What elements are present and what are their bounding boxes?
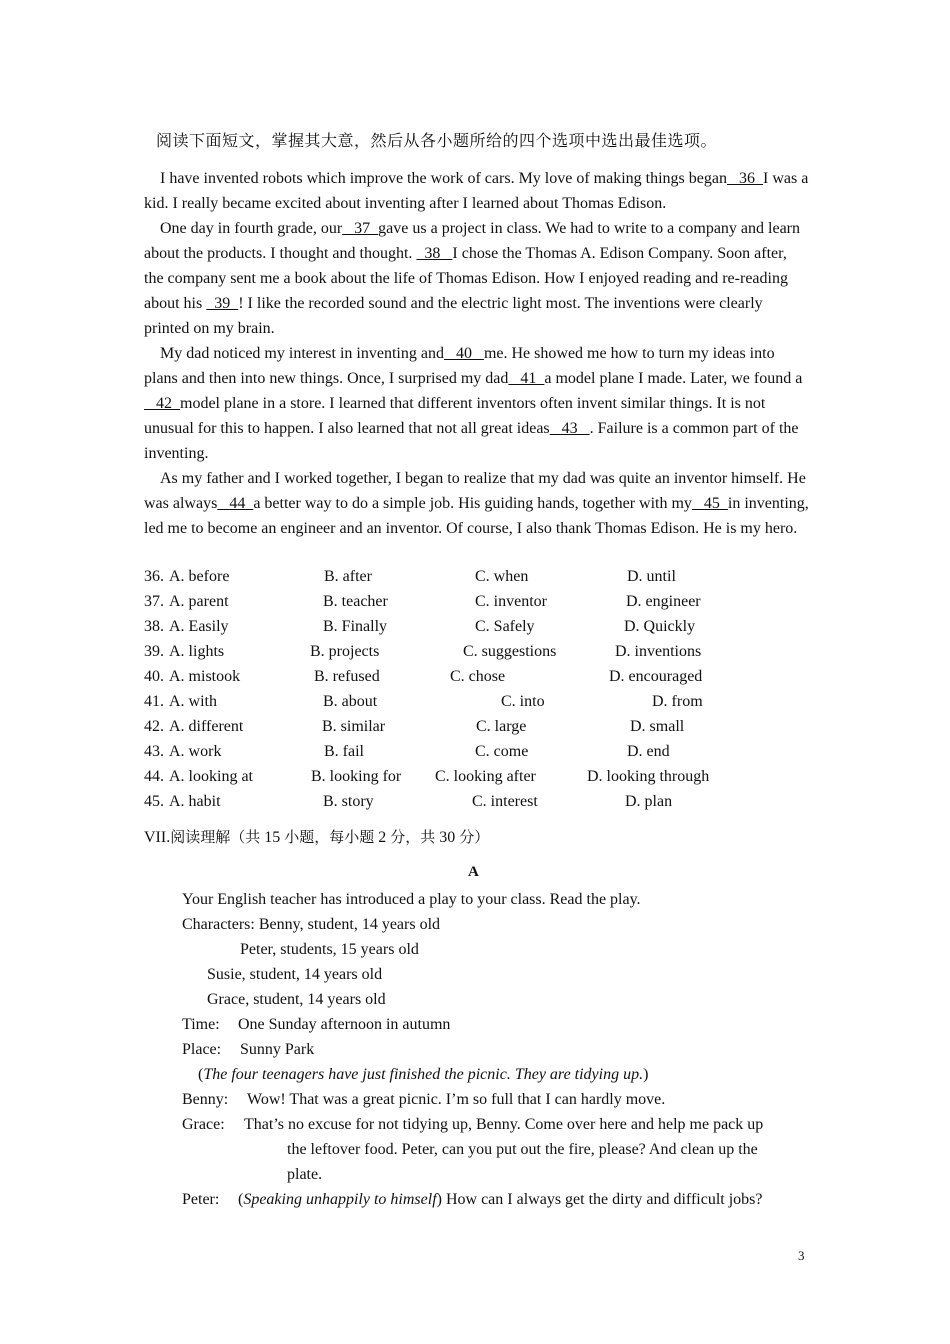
peter-line: How can I always get the dirty and difficult jobs? bbox=[445, 1191, 763, 1208]
blank-37: 37 bbox=[342, 220, 379, 237]
peter-stage-italic: Speaking unhappily to himself bbox=[243, 1191, 437, 1208]
stage-direction bbox=[182, 1062, 812, 1087]
section-score: 2 bbox=[374, 829, 391, 846]
place-label: Place: bbox=[182, 1041, 222, 1058]
option-c: C. chose bbox=[450, 668, 506, 685]
grace-line-3: plate. bbox=[287, 1166, 323, 1183]
section-title-mid2: 分，共 bbox=[390, 828, 436, 846]
question-number: 39. bbox=[144, 643, 164, 660]
blank-36: 36 bbox=[726, 170, 763, 187]
grace-line-2: the leftover food. Peter, can you put out the fire, please? And clean up the bbox=[287, 1141, 758, 1158]
option-a: A. parent bbox=[169, 593, 229, 610]
passage-text: As my father and I worked together, I began to realize that my dad was quite an inventor himself. He was always bbox=[144, 470, 806, 512]
time-value: One Sunday afternoon in autumn bbox=[238, 1016, 451, 1033]
part-label: A bbox=[468, 864, 479, 880]
blank-40: 40 bbox=[443, 345, 484, 362]
passage-text: in inventing, led me to become an engineer and an inventor. Of course, I also thank Thomas Edison. He is my hero. bbox=[144, 495, 809, 537]
option-b: B. projects bbox=[310, 643, 380, 660]
speaker-peter: Peter: bbox=[182, 1191, 220, 1208]
passage-text: me. He showed me how to turn my ideas into plans and then into new things. Once, I surprised my dad bbox=[144, 345, 775, 387]
section-total: 30 bbox=[435, 829, 460, 846]
question-number: 36. bbox=[144, 568, 164, 585]
option-d: D. inventions bbox=[615, 643, 702, 660]
option-d: D. end bbox=[627, 743, 670, 760]
question-row bbox=[144, 664, 784, 689]
option-d: D. engineer bbox=[626, 593, 701, 610]
option-d: D. until bbox=[627, 568, 676, 585]
option-b: B. fail bbox=[324, 743, 364, 760]
passage-text: I have invented robots which improve the work of cars. My love of making things began bbox=[160, 170, 727, 187]
option-d: D. looking through bbox=[587, 768, 710, 785]
question-row bbox=[144, 689, 784, 714]
question-number: 40. bbox=[144, 668, 164, 685]
grace-dialogue bbox=[182, 1112, 812, 1137]
option-a: A. different bbox=[169, 718, 244, 735]
blank-41: 41 bbox=[508, 370, 545, 387]
character-peter bbox=[182, 937, 812, 962]
question-row bbox=[144, 614, 784, 639]
option-b: B. similar bbox=[322, 718, 386, 735]
benny-line: Wow! That was a great picnic. I’m so full that I can hardly move. bbox=[247, 1091, 666, 1108]
passage-text: a better way to do a simple job. His guiding hands, together with my bbox=[253, 495, 692, 512]
question-row bbox=[144, 564, 784, 589]
paren-open: ( bbox=[198, 1066, 204, 1083]
blank-43: 43 bbox=[549, 420, 590, 437]
passage-text: model plane in a store. I learned that different inventors often invent similar things. It is not unusual for this to happen. I also learned that not all great ideas bbox=[144, 395, 766, 437]
section-title: 阅读理解（共 bbox=[170, 828, 261, 846]
blank-39: 39 bbox=[206, 295, 239, 312]
passage-paragraph-3 bbox=[144, 341, 809, 466]
option-d: D. small bbox=[630, 718, 685, 735]
grace-dialogue-cont bbox=[182, 1162, 812, 1187]
question-number: 43. bbox=[144, 743, 164, 760]
place-line bbox=[182, 1037, 812, 1062]
option-b: B. refused bbox=[314, 668, 380, 685]
paren-close: ) bbox=[436, 1191, 442, 1208]
grace-dialogue-cont bbox=[182, 1137, 812, 1162]
time-line bbox=[182, 1012, 812, 1037]
question-row bbox=[144, 639, 784, 664]
characters-line bbox=[182, 912, 812, 937]
option-c: C. inventor bbox=[475, 593, 547, 610]
character-peter-text: Peter, students, 15 years old bbox=[240, 941, 419, 958]
section-heading bbox=[144, 826, 489, 847]
option-c: C. Safely bbox=[475, 618, 535, 635]
speaker-benny: Benny: bbox=[182, 1091, 229, 1108]
question-row bbox=[144, 789, 784, 814]
option-d: D. encouraged bbox=[609, 668, 703, 685]
option-c: C. suggestions bbox=[463, 643, 557, 660]
option-a: A. lights bbox=[169, 643, 225, 660]
page-number: 3 bbox=[798, 1248, 805, 1263]
blank-42: 42 bbox=[144, 395, 180, 412]
passage-text: . Failure is a common part of the inventing. bbox=[144, 420, 799, 462]
blank-38: 38 bbox=[416, 245, 453, 262]
option-a: A. before bbox=[169, 568, 230, 585]
character-grace bbox=[182, 987, 812, 1012]
question-row bbox=[144, 589, 784, 614]
grace-line-1: That’s no excuse for not tidying up, Benny. Come over here and help me pack up bbox=[244, 1116, 764, 1133]
option-a: A. looking at bbox=[169, 768, 253, 785]
option-b: B. Finally bbox=[323, 618, 388, 635]
option-a: A. Easily bbox=[169, 618, 229, 635]
passage-text: gave us a project in class. We had to write to a company and learn about the products. I thought and thought. bbox=[144, 220, 800, 262]
section-title-mid: 小题，每小题 bbox=[284, 828, 375, 846]
play-text bbox=[182, 887, 812, 1212]
option-a: A. work bbox=[169, 743, 222, 760]
instruction-text: 阅读下面短文，掌握其大意，然后从各小题所给的四个选项中选出最佳选项。 bbox=[156, 131, 718, 150]
passage-paragraph-1 bbox=[144, 166, 809, 216]
option-c: C. come bbox=[475, 743, 529, 760]
option-a: A. habit bbox=[169, 793, 221, 810]
paren-open: ( bbox=[238, 1191, 244, 1208]
stage-direction-text bbox=[198, 1062, 648, 1087]
question-row bbox=[144, 714, 784, 739]
passage-text: a model plane I made. Later, we found a bbox=[544, 370, 803, 387]
section-count: 15 bbox=[260, 829, 285, 846]
option-c: C. when bbox=[475, 568, 529, 585]
passage-text: One day in fourth grade, our bbox=[160, 220, 343, 237]
question-number: 45. bbox=[144, 793, 164, 810]
stage-italic: The four teenagers have just finished the picnic. They are tidying up. bbox=[203, 1066, 644, 1083]
section-title-end: 分） bbox=[459, 828, 490, 846]
place-value: Sunny Park bbox=[240, 1041, 315, 1058]
character-grace-text: Grace, student, 14 years old bbox=[207, 991, 386, 1008]
character-benny: Benny, student, 14 years old bbox=[258, 916, 441, 933]
benny-dialogue bbox=[182, 1087, 812, 1112]
option-a: A. with bbox=[169, 693, 217, 710]
question-row bbox=[144, 764, 784, 789]
character-susie bbox=[182, 962, 812, 987]
option-b: B. about bbox=[323, 693, 378, 710]
question-number: 42. bbox=[144, 718, 164, 735]
speaker-grace: Grace: bbox=[182, 1116, 225, 1133]
option-d: D. from bbox=[652, 693, 703, 710]
section-numeral: VII. bbox=[144, 829, 171, 846]
question-number: 41. bbox=[144, 693, 164, 710]
cloze-passage bbox=[144, 166, 809, 541]
option-b: B. story bbox=[323, 793, 374, 810]
option-d: D. Quickly bbox=[624, 618, 696, 635]
question-list bbox=[144, 564, 784, 814]
play-intro: Your English teacher has introduced a play to your class. Read the play. bbox=[182, 891, 641, 908]
question-number: 44. bbox=[144, 768, 164, 785]
option-c: C. looking after bbox=[435, 768, 536, 785]
option-c: C. into bbox=[501, 693, 545, 710]
question-number: 37. bbox=[144, 593, 164, 610]
option-d: D. plan bbox=[625, 793, 673, 810]
option-b: B. after bbox=[324, 568, 372, 585]
passage-text: ! I like the recorded sound and the electric light most. The inventions were clearly printed on my brain. bbox=[144, 295, 763, 337]
character-susie-text: Susie, student, 14 years old bbox=[207, 966, 383, 983]
paren-close: ) bbox=[643, 1066, 649, 1083]
option-a: A. mistook bbox=[169, 668, 241, 685]
blank-45: 45 bbox=[691, 495, 728, 512]
option-b: B. looking for bbox=[311, 768, 402, 785]
question-number: 38. bbox=[144, 618, 164, 635]
passage-text: I was a kid. I really became excited about inventing after I learned about Thomas Edison. bbox=[144, 170, 809, 212]
question-row bbox=[144, 739, 784, 764]
passage-text: I chose the Thomas A. Edison Company. Soon after, the company sent me a book about the life of Thomas Edison. How I enjoyed reading and re-reading about his bbox=[144, 245, 788, 312]
option-b: B. teacher bbox=[323, 593, 388, 610]
passage-paragraph-2 bbox=[144, 216, 809, 341]
characters-label: Characters: bbox=[182, 916, 255, 933]
time-label: Time: bbox=[182, 1016, 220, 1033]
blank-44: 44 bbox=[217, 495, 254, 512]
passage-text: My dad noticed my interest in inventing and bbox=[160, 345, 444, 362]
option-c: C. interest bbox=[472, 793, 538, 810]
peter-line-wrap bbox=[238, 1187, 762, 1212]
option-c: C. large bbox=[476, 718, 527, 735]
passage-paragraph-4 bbox=[144, 466, 809, 541]
peter-dialogue bbox=[182, 1187, 812, 1212]
